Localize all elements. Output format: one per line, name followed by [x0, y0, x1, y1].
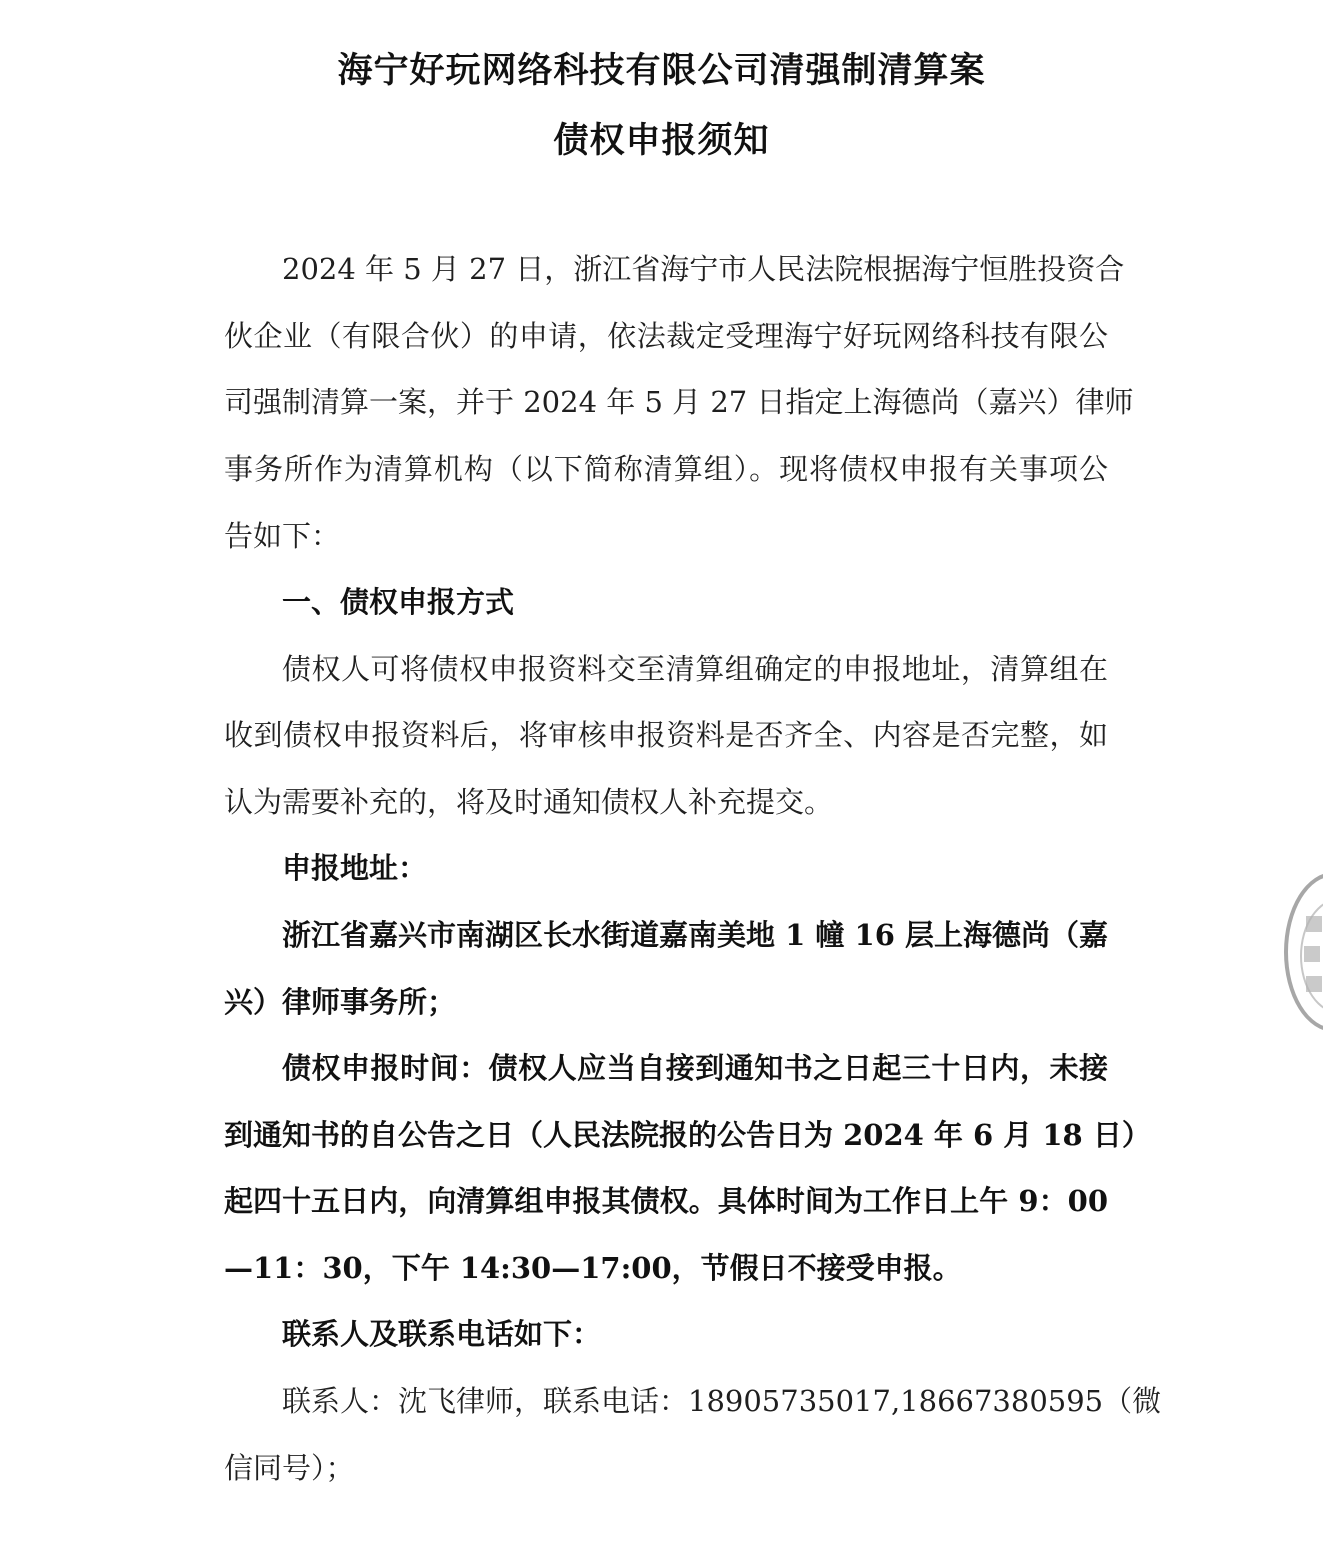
document-subtitle: 债权申报须知 — [553, 120, 770, 161]
address-label: 申报地址： — [282, 851, 428, 885]
paragraph-line: 收到债权申报资料后，将审核申报资料是否齐全、内容是否完整，如 — [224, 718, 1108, 752]
paragraph-line: 司强制清算一案，并于 2024 年 5 月 27 日指定上海德尚（嘉兴）律师 — [224, 385, 1134, 419]
paragraph-line: 告如下： — [224, 519, 341, 553]
document-title: 海宁好玩网络科技有限公司清强制清算案 — [337, 50, 986, 91]
seal-mark — [1306, 976, 1322, 992]
paragraph-line: 认为需要补充的，将及时通知债权人补充提交。 — [224, 785, 834, 819]
contact-line: 信同号）； — [224, 1451, 355, 1485]
time-line: —11：30，下午 14:30—17:00，节假日不接受申报。 — [224, 1251, 962, 1285]
time-line: 起四十五日内，向清算组申报其债权。具体时间为工作日上午 9：00 — [224, 1184, 1108, 1218]
contact-line: 联系人：沈飞律师，联系电话：18905735017,18667380595（微 — [282, 1384, 1162, 1418]
address-line: 兴）律师事务所； — [224, 985, 457, 1019]
time-line: 到通知书的自公告之日（人民法院报的公告日为 2024 年 6 月 18 日） — [224, 1118, 1151, 1152]
section-heading: 一、债权申报方式 — [282, 585, 515, 619]
contact-heading: 联系人及联系电话如下： — [282, 1317, 602, 1351]
paragraph-line: 2024 年 5 月 27 日，浙江省海宁市人民法院根据海宁恒胜投资合 — [282, 252, 1125, 286]
seal-mark — [1306, 916, 1322, 932]
seal-mark — [1304, 946, 1320, 962]
time-line: 债权申报时间：债权人应当自接到通知书之日起三十日内，未接 — [282, 1051, 1108, 1085]
paragraph-line: 事务所作为清算机构（以下简称清算组）。现将债权申报有关事项公 — [224, 452, 1108, 486]
paragraph-line: 债权人可将债权申报资料交至清算组确定的申报地址，清算组在 — [282, 652, 1108, 686]
address-line: 浙江省嘉兴市南湖区长水街道嘉南美地 1 幢 16 层上海德尚（嘉 — [282, 918, 1108, 952]
seal-stamp — [1284, 872, 1323, 1032]
paragraph-line: 伙企业（有限合伙）的申请，依法裁定受理海宁好玩网络科技有限公 — [224, 319, 1108, 353]
